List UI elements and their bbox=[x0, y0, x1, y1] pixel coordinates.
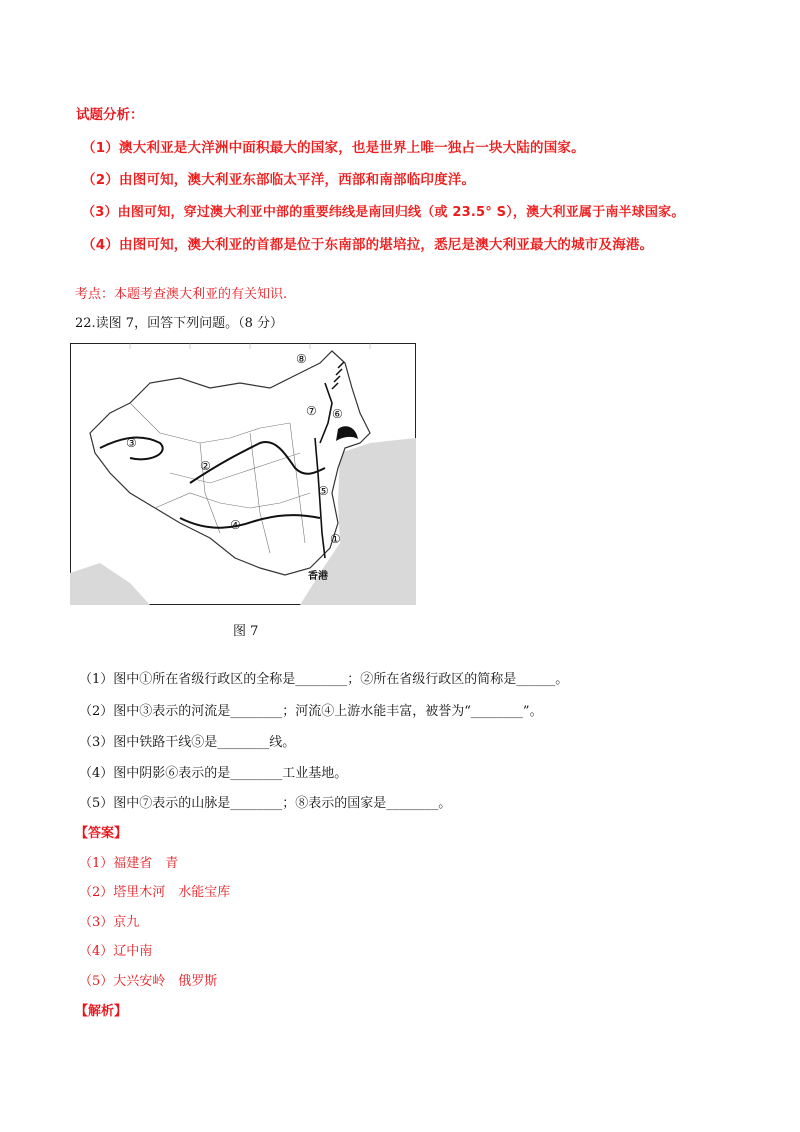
map-label-2: ② bbox=[200, 459, 211, 473]
question-item-1: （1）图中①所在省级行政区的全称是________；②所在省级行政区的简称是______。 bbox=[79, 672, 569, 687]
kaodian: 考点：本题考查澳大利亚的有关知识. bbox=[75, 287, 288, 302]
answer-heading: 【答案】 bbox=[75, 826, 128, 841]
answer-item-5: （5）大兴安岭 俄罗斯 bbox=[79, 974, 218, 989]
map-label-1: ① bbox=[330, 532, 341, 546]
china-map bbox=[70, 343, 416, 605]
jiexi-heading: 【解析】 bbox=[75, 1004, 128, 1019]
china-map-figure bbox=[70, 343, 416, 605]
figure-caption: 图 7 bbox=[233, 624, 259, 639]
answer-item-2: （2）塔里木河 水能宝库 bbox=[79, 885, 231, 900]
question-item-4: （4）图中阴影⑥表示的是________工业基地。 bbox=[79, 766, 348, 781]
analysis-line-2: （2）由图可知，澳大利亚东部临太平洋，西部和南部临印度洋。 bbox=[82, 172, 476, 188]
question-title: 22.读图 7，回答下列问题。（8 分） bbox=[75, 316, 283, 331]
answer-item-1: （1）福建省 青 bbox=[79, 856, 179, 871]
map-label-6: ⑥ bbox=[332, 407, 343, 421]
map-label-8: ⑧ bbox=[296, 352, 307, 366]
analysis-line-3: （3）由图可知，穿过澳大利亚中部的重要纬线是南回归线（或 23.5° S），澳大利亚属于南半球国家。 bbox=[82, 205, 685, 220]
map-label-5: ⑤ bbox=[318, 484, 329, 498]
map-label-hongkong: 香港 bbox=[308, 571, 328, 582]
analysis-line-1: （1）澳大利亚是大洋洲中面积最大的国家，也是世界上唯一独占一块大陆的国家。 bbox=[82, 140, 585, 156]
question-item-3: （3）图中铁路干线⑤是________线。 bbox=[79, 735, 296, 750]
analysis-title: 试题分析： bbox=[76, 107, 144, 123]
analysis-line-4: （4）由图可知，澳大利亚的首都是位于东南部的堪培拉，悉尼是澳大利亚最大的城市及海港。 bbox=[82, 237, 654, 253]
question-item-5: （5）图中⑦表示的山脉是________；⑧表示的国家是________。 bbox=[79, 796, 452, 811]
map-label-7: ⑦ bbox=[306, 404, 317, 418]
map-label-4: ④ bbox=[230, 518, 241, 532]
answer-item-4: （4）辽中南 bbox=[79, 944, 153, 959]
map-label-3: ③ bbox=[126, 436, 137, 450]
question-item-2: （2）图中③表示的河流是________；河流④上游水能丰富，被誉为“________”。 bbox=[79, 704, 543, 719]
answer-item-3: （3）京九 bbox=[79, 915, 140, 930]
